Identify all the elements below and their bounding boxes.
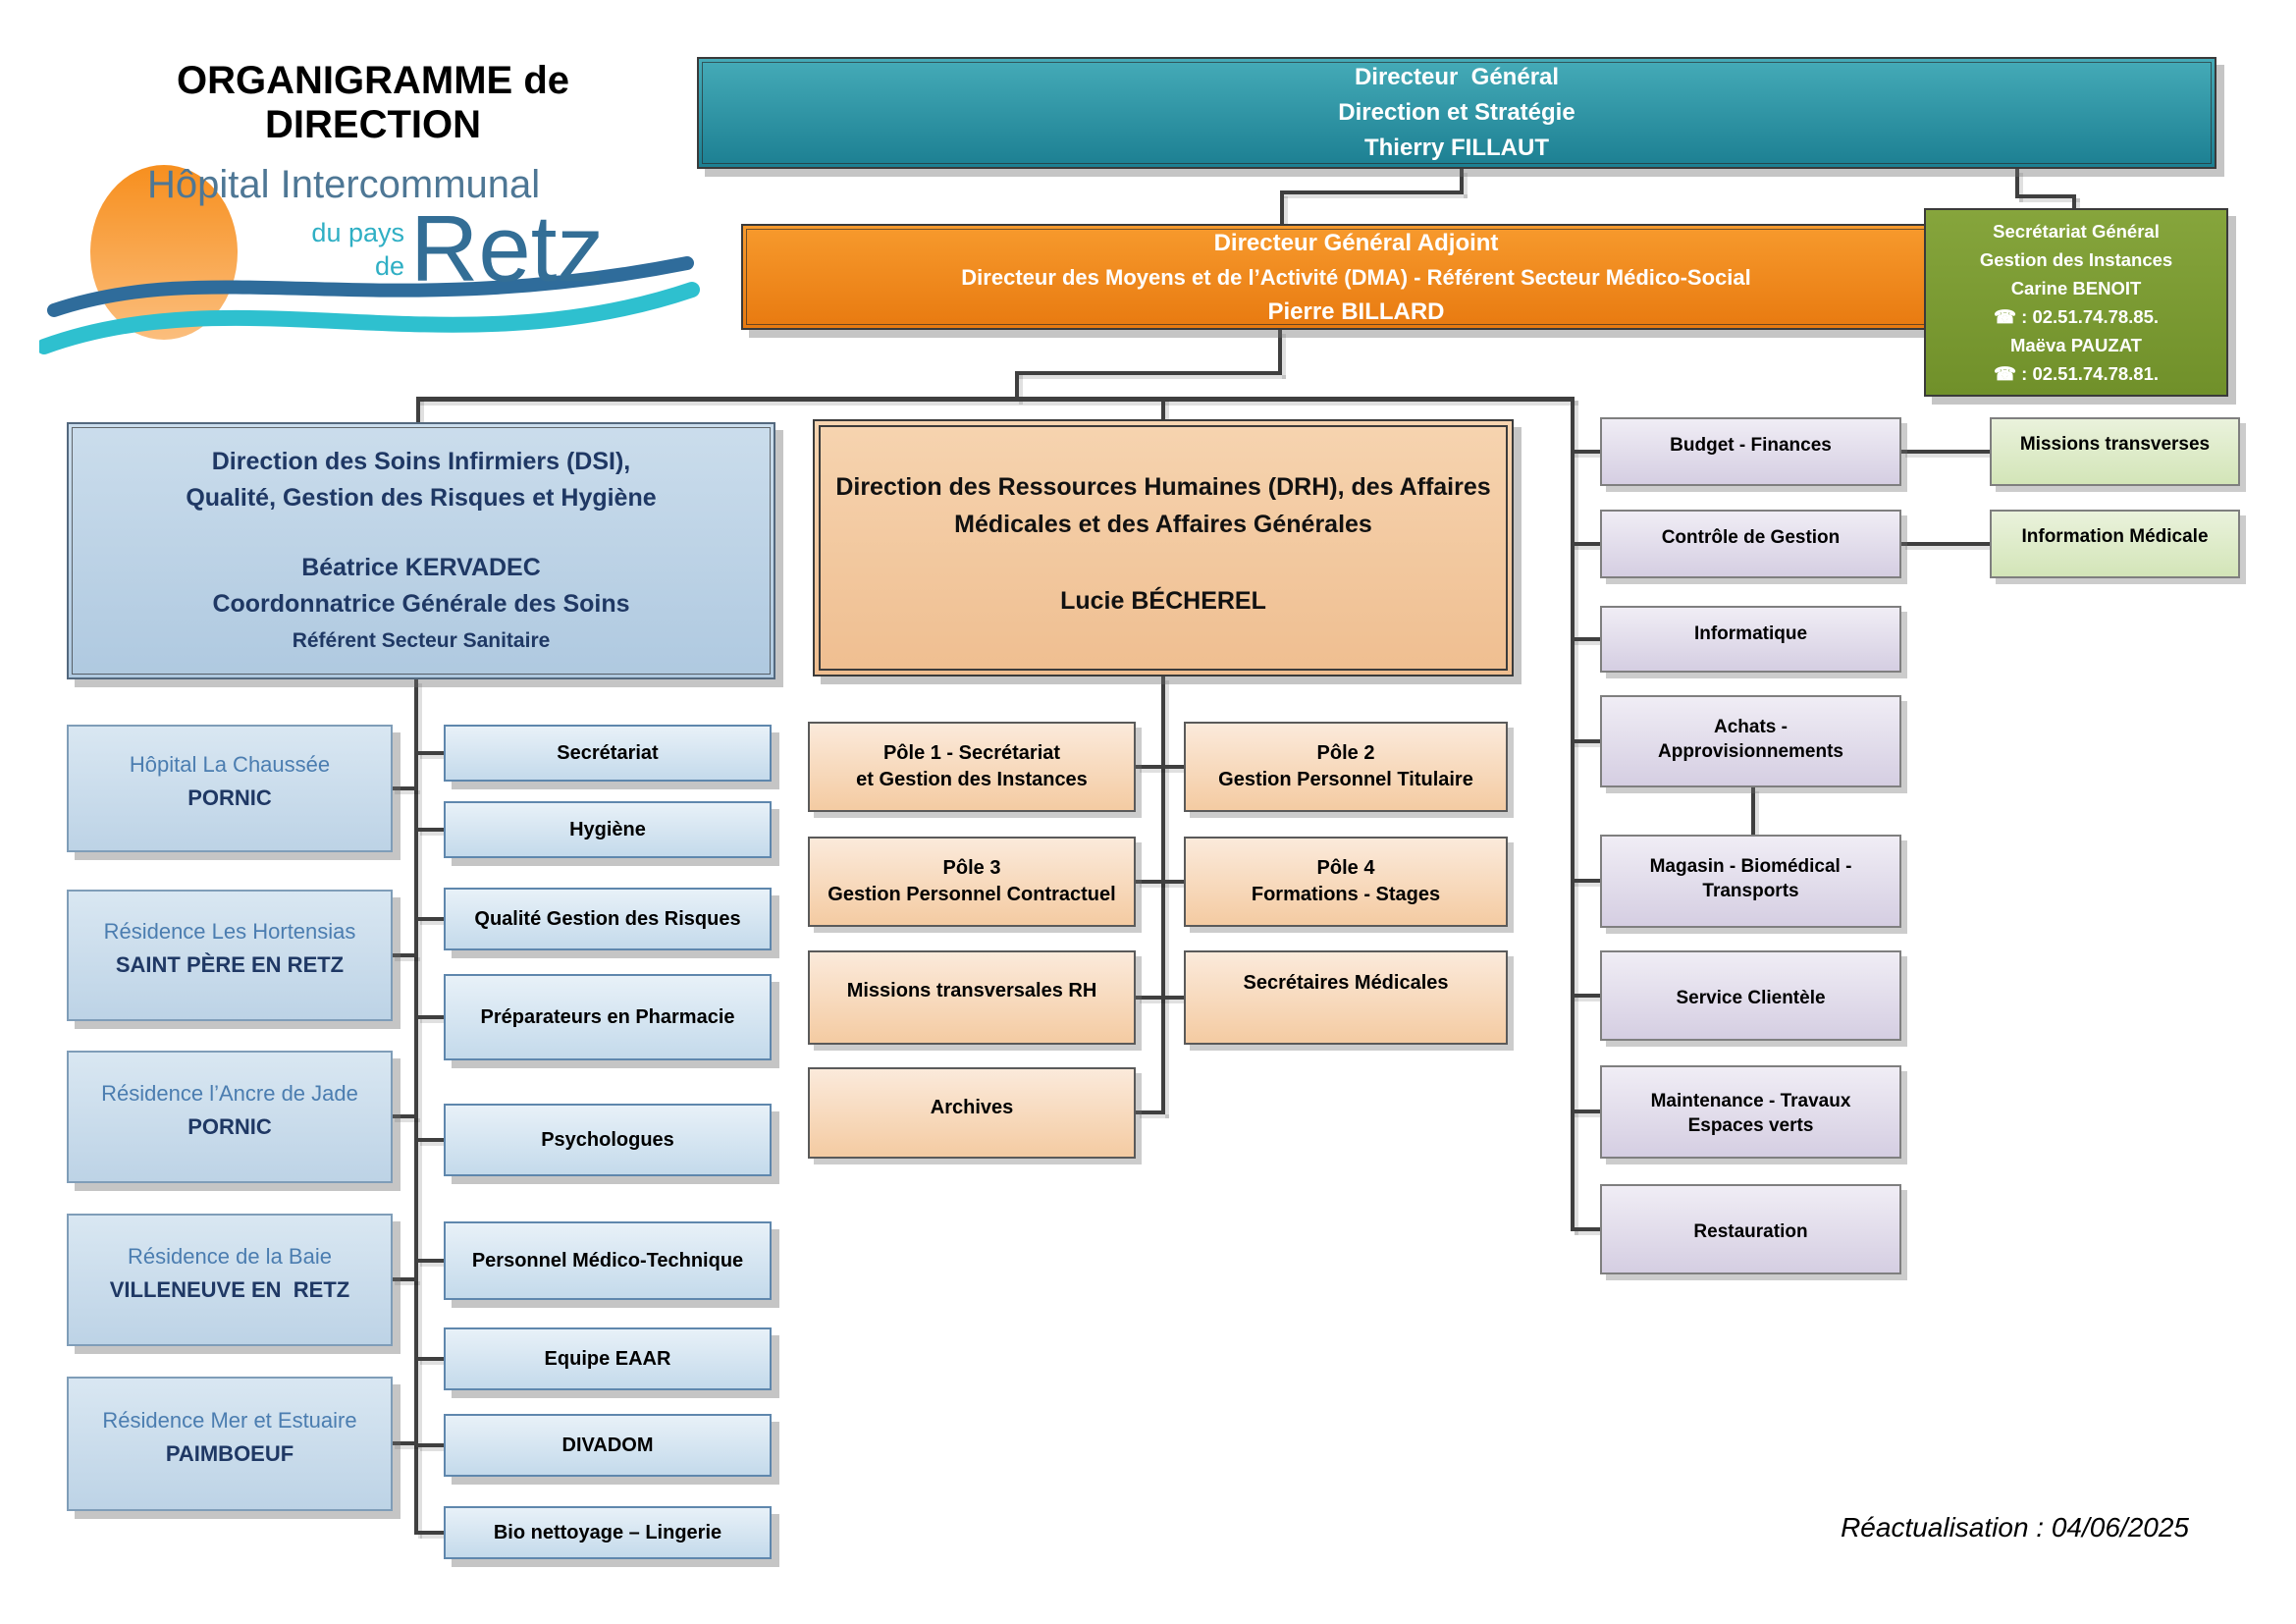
service-box-divadom (444, 1414, 772, 1477)
service-label: DIVADOM (561, 1434, 654, 1456)
connector-line (1571, 1227, 1600, 1231)
drh-box (813, 419, 1514, 677)
drh-person: Lucie BÉCHEREL (1060, 587, 1266, 615)
site-name: Résidence Les Hortensias (103, 919, 356, 944)
connector-line (416, 828, 444, 832)
connector-line (416, 1015, 444, 1019)
logo-retz: Retz (410, 196, 605, 301)
dsi-box (67, 422, 775, 679)
sg-contact-phone: ☎ : 02.51.74.78.81. (1993, 363, 2160, 384)
logo-de: de (374, 251, 404, 281)
mission-label: Information Médicale (2021, 526, 2209, 547)
connector-line (1571, 637, 1600, 641)
connector-line (1571, 450, 1600, 454)
site-box-ancre-de-jade (67, 1051, 393, 1183)
pole-label: Pôle 2 (1316, 742, 1375, 764)
connector-line (1136, 996, 1184, 1000)
dma-label: Approvisionnements (1658, 741, 1843, 762)
connector-line (391, 953, 416, 957)
pole-label: Gestion Personnel Contractuel (828, 884, 1116, 905)
page-title: ORGANIGRAMME de DIRECTION (177, 59, 581, 146)
dma-label: Maintenance - Travaux (1650, 1091, 1851, 1111)
connector-line (2072, 194, 2076, 208)
connector-line (1751, 787, 1755, 835)
revision-date: Réactualisation : 04/06/2025 (1841, 1512, 2189, 1543)
dma-box-restauration (1600, 1184, 1901, 1274)
sg-contact-phone: ☎ : 02.51.74.78.85. (1993, 306, 2160, 327)
pole-label: Formations - Stages (1251, 884, 1441, 905)
site-name: Résidence Mer et Estuaire (102, 1407, 357, 1433)
secretariat-general-box (1924, 208, 2228, 397)
dsi-person: Béatrice KERVADEC (301, 553, 541, 581)
pole-box-1 (808, 722, 1136, 812)
connector-line (1280, 192, 1284, 224)
pole-box-secretaires-medicales (1184, 950, 1508, 1045)
dsi-role: Coordonnatrice Générale des Soins (212, 589, 630, 618)
connector-line (1571, 994, 1600, 998)
service-box-psychologues (444, 1104, 772, 1176)
dg-box (697, 57, 2216, 169)
dsi-title-2: Qualité, Gestion des Risques et Hygiène (186, 483, 657, 512)
dma-label: Espaces verts (1687, 1115, 1814, 1136)
site-box-de-la-baie (67, 1214, 393, 1346)
dma-box-service-clientele (1600, 950, 1901, 1041)
connector-line (416, 1259, 444, 1263)
site-city: PAIMBOEUF (165, 1440, 294, 1466)
pole-box-archives (808, 1067, 1136, 1159)
dma-label: Magasin - Biomédical - (1649, 856, 1852, 877)
mission-box-missions-transverses (1990, 417, 2240, 486)
drh-title-2: Médicales et des Affaires Générales (954, 511, 1372, 538)
service-label: Préparateurs en Pharmacie (480, 1005, 735, 1028)
sg-contact-name: Carine BENOIT (2010, 278, 2142, 298)
service-label: Bio nettoyage – Lingerie (493, 1521, 722, 1543)
site-name: Hôpital La Chaussée (129, 752, 331, 777)
dma-label: Restauration (1693, 1221, 1808, 1242)
connector-line (1278, 330, 1282, 375)
service-box-personnel-medico-technique (444, 1221, 772, 1300)
connector-line (1901, 450, 1990, 454)
dma-label: Achats - (1714, 717, 1788, 737)
dg-subtitle: Direction et Stratégie (1338, 99, 1575, 126)
connector-trunk-drh (1161, 677, 1165, 1114)
service-label: Psychologues (541, 1128, 674, 1151)
dma-box-achats-approvisionnements (1600, 695, 1901, 787)
pole-label: Pôle 3 (942, 857, 1001, 879)
sg-subtitle: Gestion des Instances (1979, 249, 2173, 270)
connector-line (391, 1277, 416, 1281)
sg-title: Secrétariat Général (1993, 221, 2160, 242)
pole-box-4 (1184, 837, 1508, 927)
pole-box-missions-transversales-rh (808, 950, 1136, 1045)
connector-line (1161, 397, 1165, 421)
service-box-bio-nettoyage-lingerie (444, 1506, 772, 1559)
connector-line (391, 1114, 416, 1118)
phone-icon: ☎ (1993, 363, 2016, 384)
site-name: Résidence de la Baie (128, 1243, 332, 1269)
connector-line (416, 1138, 444, 1142)
pole-label: Archives (930, 1097, 1014, 1118)
pole-label: et Gestion des Instances (856, 769, 1088, 790)
logo-du-pays: du pays (311, 218, 404, 247)
service-box-equipe-eaar (444, 1327, 772, 1390)
service-box-preparateurs-pharmacie (444, 974, 772, 1060)
connector-line (1136, 880, 1184, 884)
site-box-les-hortensias (67, 890, 393, 1021)
connector-trunk-dsi (414, 679, 418, 1535)
connector-line (1136, 765, 1184, 769)
connector-bus (416, 397, 1575, 402)
dsi-referent: Référent Secteur Sanitaire (292, 628, 551, 652)
dma-box-informatique (1600, 606, 1901, 673)
connector-line (1280, 190, 1464, 194)
dg-person: Thierry FILLAUT (1363, 135, 1549, 161)
dma-label: Contrôle de Gestion (1661, 527, 1841, 548)
dma-label: Informatique (1693, 623, 1808, 644)
service-label: Secrétariat (557, 741, 659, 764)
connector-line (1571, 1110, 1600, 1113)
dma-box-controle-de-gestion (1600, 510, 1901, 578)
connector-line (391, 1441, 416, 1445)
service-box-qualite-gestion-risques (444, 888, 772, 950)
connector-line (1136, 1110, 1165, 1114)
connector-line (1571, 739, 1600, 743)
connector-line (416, 751, 444, 755)
connector-line (2015, 194, 2076, 198)
pole-label: Pôle 4 (1316, 857, 1375, 879)
site-city: SAINT PÈRE EN RETZ (115, 952, 345, 977)
hospital-logo (39, 108, 707, 363)
pole-label: Missions transversales RH (846, 980, 1097, 1001)
mission-label: Missions transverses (2019, 434, 2211, 455)
pole-label: Gestion Personnel Titulaire (1218, 769, 1473, 790)
pole-label: Secrétaires Médicales (1243, 972, 1449, 994)
dma-label: Budget - Finances (1670, 435, 1832, 456)
dga-box (741, 224, 1971, 330)
pole-box-2 (1184, 722, 1508, 812)
connector-line (391, 786, 416, 790)
dg-title: Directeur Général (1354, 64, 1560, 90)
dma-box-magasin-biomedical-transports (1600, 835, 1901, 928)
connector-line (1571, 879, 1600, 883)
dma-box-budget-finances (1600, 417, 1901, 486)
mission-box-information-medicale (1990, 510, 2240, 578)
sg-contact-name: Maëva PAUZAT (2010, 335, 2142, 355)
logo-hospital-name: Hôpital Intercommunal (147, 163, 541, 206)
dma-label: Transports (1702, 881, 1799, 901)
dma-box-maintenance-travaux (1600, 1065, 1901, 1159)
dga-person: Pierre BILLARD (1267, 298, 1445, 325)
connector-line (1015, 371, 1282, 375)
pole-label: Pôle 1 - Secrétariat (882, 742, 1061, 764)
site-box-mer-et-estuaire (67, 1377, 393, 1511)
connector-line (416, 1357, 444, 1361)
dga-title: Directeur Général Adjoint (1213, 229, 1499, 256)
service-label: Personnel Médico-Technique (471, 1249, 744, 1272)
pole-box-3 (808, 837, 1136, 927)
phone-icon: ☎ (1993, 306, 2016, 327)
connector-line (1901, 542, 1990, 546)
connector-line (416, 917, 444, 921)
site-box-hopital-la-chaussee (67, 725, 393, 852)
service-label: Equipe EAAR (544, 1347, 671, 1370)
service-box-secretariat (444, 725, 772, 782)
connector-trunk-dma (1571, 397, 1575, 1231)
service-box-hygiene (444, 801, 772, 858)
drh-title-1: Direction des Ressources Humaines (DRH), des Affaires (835, 473, 1491, 501)
dga-subtitle: Directeur des Moyens et de l’Activité (DMA) - Référent Secteur Médico-Social (961, 264, 1751, 290)
site-city: PORNIC (187, 785, 272, 810)
service-label: Qualité Gestion des Risques (474, 907, 741, 930)
site-city: VILLENEUVE EN RETZ (109, 1276, 350, 1302)
site-name: Résidence l’Ancre de Jade (101, 1080, 358, 1106)
dsi-title-1: Direction des Soins Infirmiers (DSI), (211, 447, 631, 475)
connector-line (1571, 542, 1600, 546)
site-city: PORNIC (187, 1113, 272, 1139)
dma-label: Service Clientèle (1676, 988, 1826, 1008)
connector-line (416, 397, 420, 424)
connector-line (416, 1531, 444, 1535)
connector-line (416, 1443, 444, 1447)
service-label: Hygiène (569, 818, 646, 840)
